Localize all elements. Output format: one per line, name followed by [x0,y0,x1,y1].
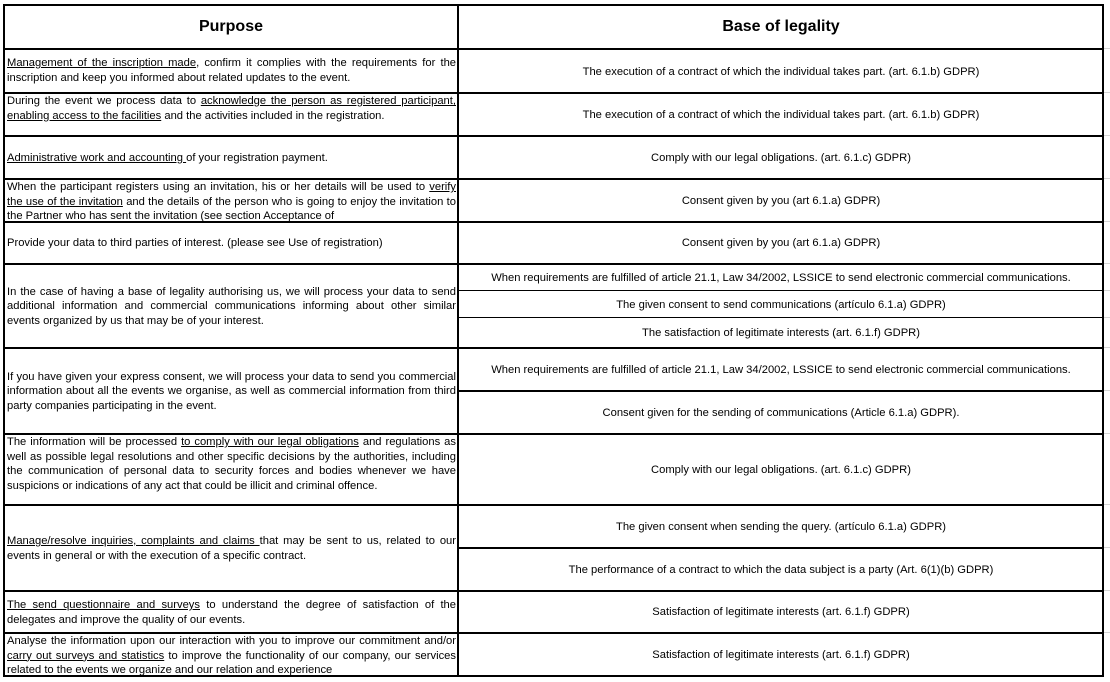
purpose-cell-1 [4,50,458,93]
base-text-6b: The given consent to send communications (artículo 6.1.a) GDPR) [616,298,946,311]
base-cell-7b [458,391,1104,434]
base-text-8: Comply with our legal obligations. (art. 6.1.c) GDPR) [651,463,911,476]
base-cell-4 [458,179,1104,222]
border-top [3,4,1104,6]
base-cell-9b [458,548,1104,591]
subrow-line [458,390,1104,392]
purpose-text-1: , confirm it complies with the requirements for the inscription and keep you informed about related updates to the event. [7,57,457,84]
purpose-text-10: to understand the degree of satisfaction of the delegates and improve the quality of our events. [7,598,457,626]
base-cell-6b [458,291,1104,318]
base-cell-6c [458,318,1104,348]
row-line [3,632,1104,634]
base-text-9b: The performance of a contract to which the data subject is a party (Art. 6(1)(b) GDPR) [568,563,994,576]
purpose-text-2a: During the event we process data to [7,95,201,107]
border-left [3,5,5,677]
purpose-text-6: In the case of having a base of legality authorising us, we will process your data to send additional information and commercial communications informing about other similar events organized by us that may be of your interest. [7,285,456,327]
purpose-text-4b: and the details of the person who is going to enjoy the invitation to the Partner who has sent the invitation (see section Acceptance of [7,195,457,222]
base-text-2: The execution of a contract of which the individual takes part. (art. 6.1.b) GDPR) [582,108,980,121]
base-text-10: Satisfaction of legitimate interests (art. 6.1.f) GDPR) [652,606,910,618]
purpose-cell-6 [4,264,458,348]
purpose-text-4a: When the participant registers using an invitation, his or her details will be used to [7,181,430,193]
purpose-text-2b: and the activities included in the registration. [161,109,385,122]
base-text-3: Comply with our legal obligations. (art. 6.1.c) GDPR) [651,151,911,164]
purpose-text-3: of your registration payment. [186,151,328,164]
base-text-9a: The given consent when sending the query. (artículo 6.1.a) GDPR) [616,520,946,533]
purpose-text-11b: to improve the functionality of our company, our services related to the events we organize and our relation and experience [7,649,456,677]
base-text-1: The execution of a contract of which the individual takes part. (art. 6.1.b) GDPR) [582,65,980,78]
base-cell-5 [458,222,1104,264]
base-cell-2 [458,93,1104,136]
header-base-text: Base of legality [722,18,840,35]
row-line [3,178,1104,180]
purpose-cell-5 [4,222,458,264]
purpose-text-5: Provide your data to third parties of interest. (please see Use of registration) [7,237,383,250]
base-cell-10 [458,591,1104,633]
base-cell-1 [458,50,1104,93]
row-line [3,48,1104,50]
base-text-5: Consent given by you (art 6.1.a) GDPR) [681,237,881,249]
base-cell-7a [458,348,1104,391]
purpose-cell-9 [4,505,458,591]
row-line [3,92,1104,94]
purpose-link-9: Manage/resolve inquiries, complaints and claims [7,534,260,547]
subrow-line [458,290,1104,291]
header-purpose [4,5,458,49]
base-cell-9a [458,505,1104,548]
legality-table [4,5,1104,677]
row-line [3,590,1104,592]
purpose-link-10: The send questionnaire and surveys [7,598,200,611]
purpose-link-2: acknowledge the person as registered participant, enabling access to the facilities [7,95,456,122]
purpose-text-7: If you have given your express consent, we will process your data to send you commercial information about all the events we organise, as well as commercial information from third party companies participating in the event. [7,370,456,412]
row-line [3,221,1104,223]
purpose-link-3: Administrative work and accounting [7,151,187,164]
base-cell-3 [458,136,1104,179]
row-line [3,263,1104,265]
header-purpose-text: Purpose [198,18,263,35]
base-cell-8 [458,434,1104,505]
column-divider [457,5,459,677]
purpose-cell-10 [4,591,458,633]
purpose-text-8b: and regulations as well as possible legal resolutions and other specific decisions by the authorities, including the communication of personal data to security forces and bodies whenever we have suspicions or indications of any act that could be illicit and criminal offence. [7,436,456,492]
row-line [3,433,1104,435]
base-text-6c: The satisfaction of legitimate interests (art. 6.1.f) GDPR) [642,327,920,339]
sheet-gridlines [1104,0,1110,682]
purpose-cell-3 [4,136,458,179]
purpose-link-11: carry out surveys and statistics [7,649,165,662]
purpose-link-1: Management of the inscription made [7,57,197,69]
header-base [458,5,1104,49]
purpose-cell-8 [4,434,458,505]
row-line [3,504,1104,506]
base-text-6a: When requirements are fulfilled of article 21.1, Law 34/2002, LSSICE to send electronic commercial communications. [491,271,1071,284]
purpose-link-8: to comply with our legal obligations [181,436,359,448]
purpose-cell-4 [4,179,458,222]
row-line [3,347,1104,349]
base-cell-11 [458,633,1104,677]
base-cell-6a [458,264,1104,291]
row-line [3,135,1104,137]
purpose-cell-11 [4,633,458,677]
subrow-line [458,547,1104,549]
purpose-text-8a: The information will be processed [7,436,182,448]
purpose-cell-2 [4,93,458,136]
purpose-link-4: verify the use of the invitation [7,181,456,208]
subrow-line [458,317,1104,318]
purpose-text-11a: Analyse the information upon our interaction with you to improve our commitment and/or [7,635,456,647]
base-text-4: Consent given by you (art 6.1.a) GDPR) [681,194,881,207]
base-text-7b: Consent given for the sending of communications (Article 6.1.a) GDPR). [602,406,960,419]
purpose-cell-7 [4,348,458,434]
base-text-11: Satisfaction of legitimate interests (art. 6.1.f) GDPR) [652,649,910,661]
purpose-text-9: that may be sent to us, related to our events in general or with the execution of a specific contract. [7,534,456,562]
border-bottom [3,675,1104,677]
base-text-7a: When requirements are fulfilled of article 21.1, Law 34/2002, LSSICE to send electronic commercial communications. [491,363,1071,376]
